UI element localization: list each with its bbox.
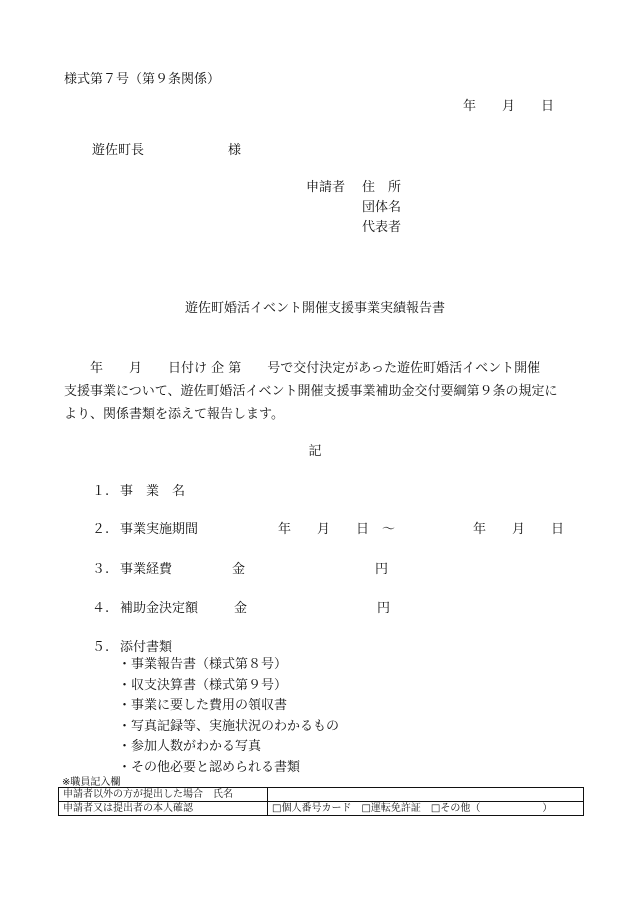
item-number: ２. bbox=[92, 522, 110, 537]
item-2 bbox=[92, 518, 564, 537]
staff-section-label: ※職員記入欄 bbox=[62, 777, 121, 788]
document-title: 遊佐町婚活イベント開催支援事業実績報告書 bbox=[184, 301, 445, 316]
attachment-item: ・収支決算書（様式第９号） bbox=[118, 677, 288, 693]
applicant-block bbox=[306, 178, 401, 238]
body-line-1: 年 月 日付け 企 第 号で交付決定があった遊佐町婚活イベント開催 bbox=[64, 361, 541, 376]
ki-heading: 記 bbox=[308, 444, 322, 459]
table-row bbox=[59, 788, 584, 802]
checkbox-drivers-license[interactable]: □運転免許証 bbox=[361, 803, 421, 814]
staff-row2-label: 申請者又は提出者の本人確認 bbox=[59, 802, 268, 816]
item-label: 補助金決定額 bbox=[120, 601, 199, 616]
attachment-item: ・事業報告書（様式第８号） bbox=[118, 657, 288, 672]
item-1 bbox=[92, 480, 185, 499]
body-line-3: より、関係書類を添えて報告します。 bbox=[64, 407, 284, 422]
addressee bbox=[92, 139, 241, 158]
staff-table bbox=[58, 787, 584, 816]
addressee-honorific: 様 bbox=[228, 143, 242, 158]
item-label: 事 業 名 bbox=[120, 484, 186, 499]
item-4 bbox=[92, 597, 390, 616]
item-value: 金 円 bbox=[232, 562, 389, 577]
attachment-item: ・写真記録等、実施状況のわかるもの bbox=[118, 718, 340, 734]
item-number: ５. bbox=[92, 640, 110, 655]
staff-row2-options bbox=[268, 802, 584, 816]
staff-row1-value[interactable] bbox=[268, 788, 584, 802]
item-label: 添付書類 bbox=[120, 640, 173, 655]
item-value: 年 月 日 ～ 年 月 日 bbox=[278, 522, 565, 537]
attachment-list bbox=[118, 655, 339, 778]
date-year: 年 bbox=[463, 99, 477, 114]
date-day: 日 bbox=[541, 99, 555, 114]
form-number: 様式第７号（第９条関係） bbox=[64, 72, 221, 87]
staff-row1-label: 申請者以外の方が提出した場合 氏名 bbox=[59, 788, 268, 802]
checkbox-other[interactable]: □その他（ bbox=[430, 803, 481, 814]
item-5 bbox=[92, 636, 172, 655]
addressee-name: 遊佐町長 bbox=[92, 143, 145, 158]
item-number: ４. bbox=[92, 601, 110, 616]
date-line bbox=[463, 95, 554, 114]
item-value: 金 円 bbox=[234, 601, 391, 616]
body-line-2: 支援事業について、遊佐町婚活イベント開催支援事業補助金交付要綱第９条の規定に bbox=[64, 384, 558, 399]
body-text bbox=[64, 357, 576, 426]
item-number: １. bbox=[92, 484, 110, 499]
applicant-group-label: 団体名 bbox=[362, 200, 402, 215]
applicant-representative-label: 代表者 bbox=[362, 220, 402, 235]
applicant-address-label: 住 所 bbox=[362, 180, 402, 195]
attachment-item: ・その他必要と認められる書類 bbox=[118, 759, 301, 775]
item-number: ３. bbox=[92, 562, 110, 577]
item-label: 事業経費 bbox=[120, 562, 173, 577]
attachment-item: ・事業に要した費用の領収書 bbox=[118, 698, 288, 713]
applicant-label: 申請者 bbox=[306, 180, 346, 195]
item-3 bbox=[92, 558, 388, 577]
other-close-paren: ） bbox=[542, 803, 553, 814]
checkbox-my-number-card[interactable]: □個人番号カード bbox=[272, 803, 352, 814]
attachment-item: ・参加人数がわかる写真 bbox=[118, 739, 262, 754]
item-label: 事業実施期間 bbox=[120, 522, 199, 537]
date-month: 月 bbox=[502, 99, 516, 114]
table-row bbox=[59, 802, 584, 816]
